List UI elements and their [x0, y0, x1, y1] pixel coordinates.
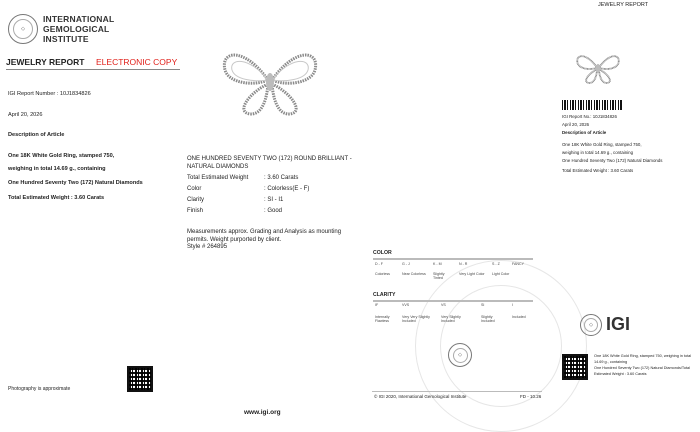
clarity-desc-3: Slightly Included	[481, 315, 495, 323]
igi-brand-seal	[580, 314, 602, 336]
right-report-date: April 20, 2026	[562, 122, 590, 127]
right-qr-code	[562, 354, 588, 380]
description-line-4: Total Estimated Weight : 3.60 Carats	[8, 195, 105, 201]
right-report-number: IGI Report No.: 10J1834826	[562, 114, 617, 119]
description-line-1: One 18K White Gold Ring, stamped 750,	[8, 153, 115, 159]
clarity-desc-1: Very Very Slightly Included	[402, 315, 430, 323]
spec-label: Total Estimated Weight	[187, 175, 249, 181]
color-desc-0: Colorless	[375, 272, 390, 276]
clarity-desc-0: Internally Flawless	[375, 315, 390, 323]
website-link[interactable]: www.igi.org	[244, 409, 281, 416]
clarity-grade-3: SI	[481, 303, 485, 307]
color-grade-3: N - R	[459, 262, 468, 266]
igi-brand-text: IGI	[606, 314, 631, 334]
spec-value-clarity: : SI - I1	[264, 197, 284, 203]
footer-divider	[372, 391, 542, 392]
form-code: FD - 10.26	[520, 394, 542, 399]
qr-code	[127, 366, 153, 392]
report-date: April 20, 2026	[8, 112, 43, 118]
color-grade-4: S - Z	[492, 262, 500, 266]
color-desc-3: Very Light Color	[459, 272, 485, 276]
right-description-line-1: One 18K White Gold Ring, stamped 750,	[562, 142, 642, 147]
spec-row-clarity: Clarity	[187, 197, 205, 203]
butterfly-ring-thumbnail	[573, 50, 623, 86]
color-grade-5: FANCY	[512, 262, 524, 266]
barcode	[562, 100, 622, 110]
stub-line-3: One Hundred Seventy Two (172) Natural Diamonds/Total	[594, 366, 690, 370]
right-report-title: JEWELRY REPORT	[598, 2, 649, 8]
color-desc-2: Slightly Tinted	[433, 272, 445, 280]
color-grade-1: G - J	[402, 262, 410, 266]
clarity-grade-1: VVS	[402, 303, 410, 307]
right-description-line-4: Total Estimated Weight : 3.60 Carats	[562, 168, 634, 173]
clarity-grade-0: IF	[375, 303, 379, 307]
spec-row-color: Color	[187, 186, 202, 192]
stub-line-1: One 18K White Gold Ring, stamped 750, weighing in total	[594, 354, 692, 358]
stub-line-4: Estimated Weight : 3.60 Carats	[594, 372, 647, 376]
spec-value-color: : Colorless(E - F)	[264, 186, 310, 192]
diamond-icon: ◇	[453, 348, 468, 363]
electronic-copy-label: ELECTRONIC COPY	[96, 57, 178, 67]
copyright-text: © IGI 2020, International Gemological Institute	[374, 394, 467, 399]
diamond-icon: ◇	[584, 318, 598, 332]
butterfly-ring-image	[215, 42, 325, 120]
description-line-3: One Hundred Seventy Two (172) Natural Diamonds	[8, 180, 143, 186]
diamond-icon: ◇	[13, 19, 33, 39]
clarity-desc-4: Included	[512, 315, 526, 319]
photo-note: Photography is approximate	[8, 386, 71, 392]
clarity-grade-4: I	[512, 303, 513, 307]
stub-line-2: 14.69 g., containing	[594, 360, 628, 364]
igi-seal-logo	[8, 14, 38, 44]
color-grade-2: K - M	[433, 262, 442, 266]
igi-small-seal	[448, 343, 472, 367]
description-line-2: weighing in total 14.69 g., containing	[8, 166, 106, 172]
clarity-desc-2: Very Slightly Included	[441, 315, 461, 323]
color-desc-4: Light Color	[492, 272, 510, 276]
style-number: Style # 264895	[187, 244, 228, 250]
right-description-heading: Description of Article	[562, 130, 607, 135]
header-divider	[6, 69, 180, 70]
measurement-notes: Measurements approx. Grading and Analysis as mounting permits. Weight purported by client.	[187, 229, 342, 243]
right-description-line-3: One Hundred Seventy Two (172) Natural Diamonds	[562, 158, 663, 163]
specs-heading: ONE HUNDRED SEVENTY TWO (172) ROUND BRILLIANT - NATURAL DIAMONDS	[187, 156, 352, 170]
spec-value-finish: : Good	[264, 208, 283, 214]
clarity-grade-2: VS	[441, 303, 446, 307]
color-desc-1: Near Colorless	[402, 272, 426, 276]
report-title: JEWELRY REPORT	[6, 57, 85, 67]
right-description-line-2: weighing in total 14.69 g., containing	[562, 150, 634, 155]
report-number: IGI Report Number : 10J1834826	[8, 91, 91, 97]
spec-value-weight: : 3.60 Carats	[264, 175, 299, 181]
color-scale-heading: COLOR	[373, 250, 392, 256]
clarity-scale-heading: CLARITY	[373, 292, 396, 298]
description-heading: Description of Article	[8, 132, 65, 138]
color-scale-bar	[373, 258, 533, 260]
spec-row-finish: Finish	[187, 208, 204, 214]
institute-name: INTERNATIONAL GEMOLOGICAL INSTITUTE	[43, 14, 115, 44]
clarity-scale-bar	[373, 300, 533, 302]
spec-row-weight	[187, 175, 248, 181]
color-grade-0: D - F	[375, 262, 383, 266]
